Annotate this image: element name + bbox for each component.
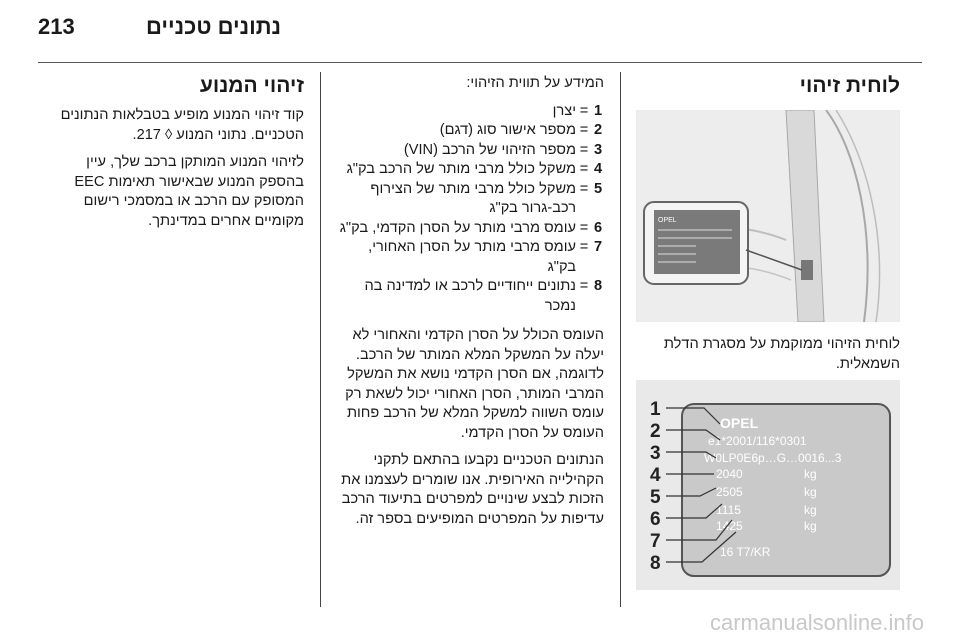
plate-figure bbox=[636, 380, 900, 590]
section-title-plate: לוחית זיהוי bbox=[799, 74, 900, 97]
callout-4: 4 bbox=[650, 465, 661, 486]
plate-line-6: 1115 bbox=[716, 503, 741, 517]
plate-info-list bbox=[336, 102, 604, 317]
plate-line-3: W0LP0E6p…G…0016...3 bbox=[704, 451, 842, 465]
callout-8: 8 bbox=[650, 553, 661, 574]
plate-unit-4: kg bbox=[804, 467, 817, 481]
plate-caption: לוחית הזיהוי ממוקמת על מסגרת הדלת השמאלית. bbox=[663, 336, 900, 372]
header-rule bbox=[38, 62, 922, 63]
middle-column bbox=[336, 74, 604, 529]
plate-line-4: 2040 bbox=[716, 467, 743, 481]
list-item: 7 = עומס מרבי מותר על הסרן האחורי, בק"ג bbox=[368, 239, 603, 275]
list-item: 6 = עומס מרבי מותר על הסרן הקדמי, בק"ג bbox=[339, 219, 603, 236]
watermark: carmanualsonline.info bbox=[709, 610, 924, 635]
chapter-title: נתונים טכניים bbox=[146, 14, 282, 39]
list-item: 3 = מספר הזיהוי של הרכב (VIN) bbox=[403, 141, 603, 158]
callout-1: 1 bbox=[650, 399, 661, 420]
section-title-engine: זיהוי המנוע bbox=[199, 74, 304, 97]
callout-7: 7 bbox=[650, 531, 661, 552]
column-divider-right bbox=[620, 72, 621, 607]
door-frame-figure bbox=[636, 110, 900, 322]
engine-code-paragraph: קוד זיהוי המנוע מופיע בטבלאות הנתונים הטכניים. נתוני המנוע ◊ 217. bbox=[60, 107, 304, 143]
plate-info-intro: המידע על תווית הזיהוי: bbox=[466, 75, 604, 91]
plate-caption-block bbox=[636, 335, 900, 374]
plate-line-5: 2505 bbox=[716, 485, 743, 499]
list-item: 5 = משקל כולל מרבי מותר של הצירוף רכב-גרור בק"ג bbox=[370, 180, 603, 216]
callout-5: 5 bbox=[650, 487, 661, 508]
plate-line-7: 1425 bbox=[716, 519, 743, 533]
axle-load-paragraph: העומס הכולל על הסרן הקדמי והאחורי לא יעלה על המשקל המלא המותר של הרכב. לדוגמה, אם הסרן הקדמי נושא את המשקל המרבי המותר, הסרן האחורי יכול לשאת רק עומס השווה למשקל המלא של הרכב פחות העומס על הסרן הקדמי. bbox=[345, 327, 604, 441]
plate-unit-7: kg bbox=[804, 519, 817, 533]
list-item: 1 = יצרן bbox=[552, 102, 603, 119]
plate-illustration bbox=[636, 380, 900, 590]
specs-paragraph: הנתונים הטכניים נקבעו בהתאם לתקני הקהילייה האירופית. אנו שומרים לעצמנו את הזכות לבצע שינויים למפרטים בתיעוד הרכב עדיפות על המפרטים המופיעים בספר זה. bbox=[341, 452, 604, 527]
plate-unit-6: kg bbox=[804, 503, 817, 517]
list-item: 2 = מספר אישור סוג (דגם) bbox=[439, 122, 603, 138]
plate-line-1: OPEL bbox=[720, 415, 759, 431]
right-column bbox=[636, 74, 900, 98]
plate-line-8: 16 T7/KR bbox=[720, 545, 771, 559]
page-number: 213 bbox=[38, 14, 75, 39]
plate-unit-5: kg bbox=[804, 485, 817, 499]
plate-line-2: e1*2001/116*0301 bbox=[708, 434, 807, 448]
callout-3: 3 bbox=[650, 443, 661, 464]
left-column bbox=[40, 74, 304, 231]
callout-6: 6 bbox=[650, 509, 661, 530]
callout-2: 2 bbox=[650, 421, 661, 442]
door-frame-illustration bbox=[636, 110, 900, 322]
engine-id-paragraph: לזיהוי המנוע המותקן ברכב שלך, עיין בהספק המנוע שבאישור תאימות EEC המסופק עם הרכב או במסמכי רישום מקומיים אחרים במדינתך. bbox=[74, 154, 304, 229]
list-item: 4 = משקל כולל מרבי מותר של הרכב בק"ג bbox=[346, 161, 603, 177]
list-item: 8 = נתונים ייחודיים לרכב או למדינה בה נמכר bbox=[364, 278, 603, 314]
page-header bbox=[30, 14, 930, 48]
small-plate-text: OPEL bbox=[658, 217, 677, 224]
column-divider-left bbox=[320, 72, 321, 607]
